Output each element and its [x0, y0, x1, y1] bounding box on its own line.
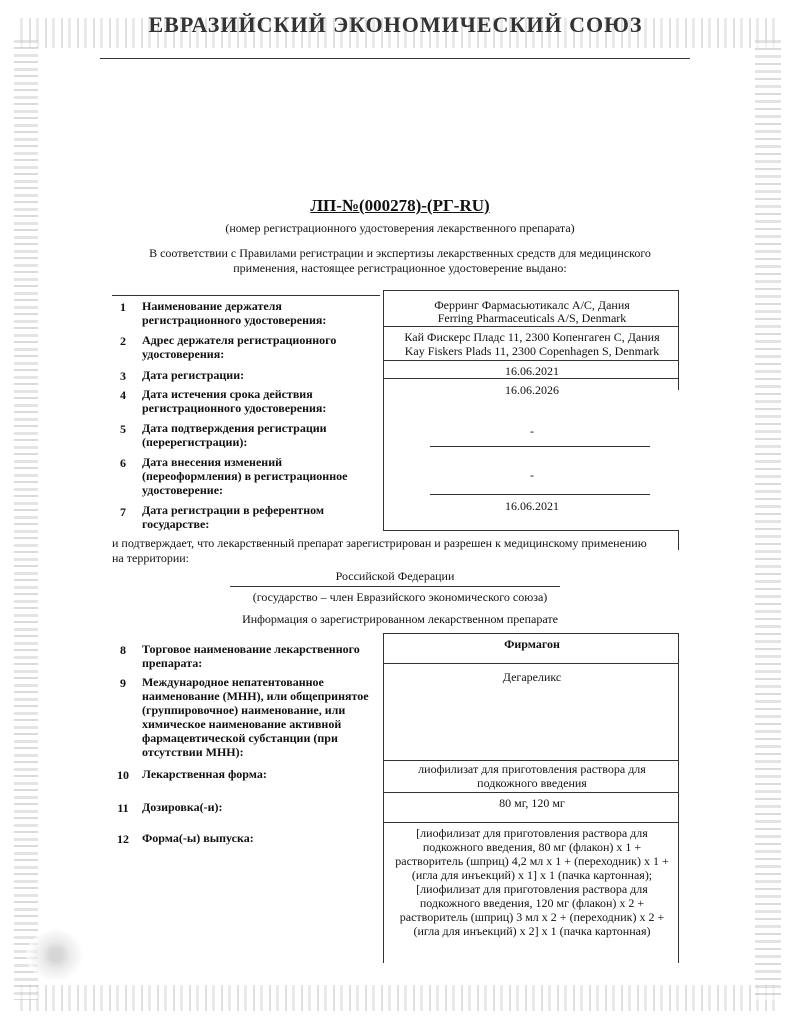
reference-registration-date: 16.06.2021 — [505, 499, 559, 513]
item-label: Торговое наименование лекарственного препарата: — [142, 642, 360, 670]
item-label: Дозировка(-и): — [142, 800, 223, 814]
intro-line-1: В соответствии с Правилами регистрации и экспертизы лекарственных средств для медицинского — [149, 246, 651, 260]
stamp-mark — [26, 930, 86, 980]
holder-address-ru: Кай Фискерс Пладс 11, 2300 Копенгаген С, Дания — [404, 330, 660, 344]
item-label: Дата истечения срока действия регистрационного удостоверения: — [142, 387, 327, 415]
item-number: 4 — [120, 388, 126, 402]
table-rule — [383, 360, 679, 361]
item-number: 3 — [120, 369, 126, 383]
item-number: 7 — [120, 505, 126, 519]
table-divider — [383, 633, 384, 963]
info-title: Информация о зарегистрированном лекарственном препарате — [242, 612, 558, 626]
registration-number-caption: (номер регистрационного удостоверения лекарственного препарата) — [225, 221, 575, 235]
item-number: 11 — [117, 801, 129, 815]
registration-number: ЛП-№(000278)-(РГ-RU) — [310, 196, 490, 215]
item-label: Форма(-ы) выпуска: — [142, 831, 254, 845]
country-name: Российской Федерации — [335, 569, 455, 583]
holder-address-en: Kay Fiskers Plads 11, 2300 Copenhagen S, Denmark — [404, 344, 660, 358]
table-divider — [678, 530, 679, 550]
trade-name: Фирмагон — [504, 637, 560, 651]
table-rule — [430, 446, 650, 447]
table-rule — [383, 822, 679, 823]
header-rule — [100, 58, 690, 59]
table-rule — [383, 633, 679, 634]
item-number: 8 — [120, 643, 126, 657]
item-number: 1 — [120, 300, 126, 314]
table-rule — [383, 530, 679, 531]
decorative-border-right — [755, 40, 781, 1000]
item-label: Международное непатентованное наименование (МНН), или общепринятое (группировочное) наименование, или химическое наименование активной фармацевтической субстанции (при отсутствии МНН): — [142, 675, 369, 759]
holder-name-ru: Ферринг Фармасьютикалс А/С, Дания — [434, 298, 630, 312]
item-label: Наименование держателя регистрационного удостоверения: — [142, 299, 327, 327]
release-form: [лиофилизат для приготовления раствора для подкожного введения, 80 мг (флакон) х 1 + растворитель (шприц) 4,2 мл х 1 + (переходник) х 1 + (игла для инъекций) х 1] х 1 (пачка картонная); [лиофилизат для приготовления раствора для подкожного введения, 120 мг (флакон) х 2 + растворитель (шприц) 3 мл х 2 + (переходник) х 2 + (игла для инъекций) х 2] х 1 (пачка картонная) — [395, 826, 669, 938]
union-title: ЕВРАЗИЙСКИЙ ЭКОНОМИЧЕСКИЙ СОЮЗ — [148, 12, 643, 37]
table-rule — [383, 378, 679, 379]
confirmation-date: - — [530, 424, 534, 438]
item-number: 6 — [120, 456, 126, 470]
holder-name-en: Ferring Pharmaceuticals A/S, Denmark — [437, 311, 627, 325]
item-label: Дата регистрации в референтном государстве: — [142, 503, 325, 531]
item-number: 2 — [120, 334, 126, 348]
table-rule — [112, 295, 380, 296]
item-number: 12 — [117, 832, 129, 846]
item-number: 9 — [120, 676, 126, 690]
registration-date: 16.06.2021 — [505, 364, 559, 378]
table-rule — [383, 663, 679, 664]
item-label: Адрес держателя регистрационного удостоверения: — [142, 333, 337, 361]
decorative-border-bottom — [20, 985, 775, 1011]
change-date: - — [530, 468, 534, 482]
table-rule — [383, 760, 679, 761]
table-divider — [678, 633, 679, 963]
item-label: Дата подтверждения регистрации (перерегистрации): — [142, 421, 327, 449]
confirmation-line-1: и подтверждает, что лекарственный препарат зарегистрирован и разрешен к медицинскому применению — [112, 536, 647, 550]
country-caption: (государство – член Евразийского экономического союза) — [252, 590, 548, 604]
decorative-border-left — [14, 40, 38, 1000]
item-number: 5 — [120, 422, 126, 436]
item-number: 10 — [117, 768, 129, 782]
table-rule — [383, 792, 679, 793]
intro-line-2: применения, настоящее регистрационное удостоверение выдано: — [233, 261, 567, 275]
dosage: 80 мг, 120 мг — [499, 796, 565, 810]
item-label: Дата регистрации: — [142, 368, 245, 382]
inn-name: Дегареликс — [502, 670, 562, 684]
expiry-date: 16.06.2026 — [505, 383, 559, 397]
item-label: Лекарственная форма: — [142, 767, 267, 781]
table-rule — [383, 290, 679, 291]
table-rule — [430, 494, 650, 495]
table-divider — [678, 290, 679, 390]
dosage-form: лиофилизат для приготовления раствора для подкожного введения — [418, 762, 646, 790]
table-rule — [383, 326, 679, 327]
country-rule — [230, 586, 560, 587]
confirmation-line-2: на территории: — [112, 551, 190, 565]
item-label: Дата внесения изменений (переоформления) в регистрационное удостоверение: — [142, 455, 348, 497]
